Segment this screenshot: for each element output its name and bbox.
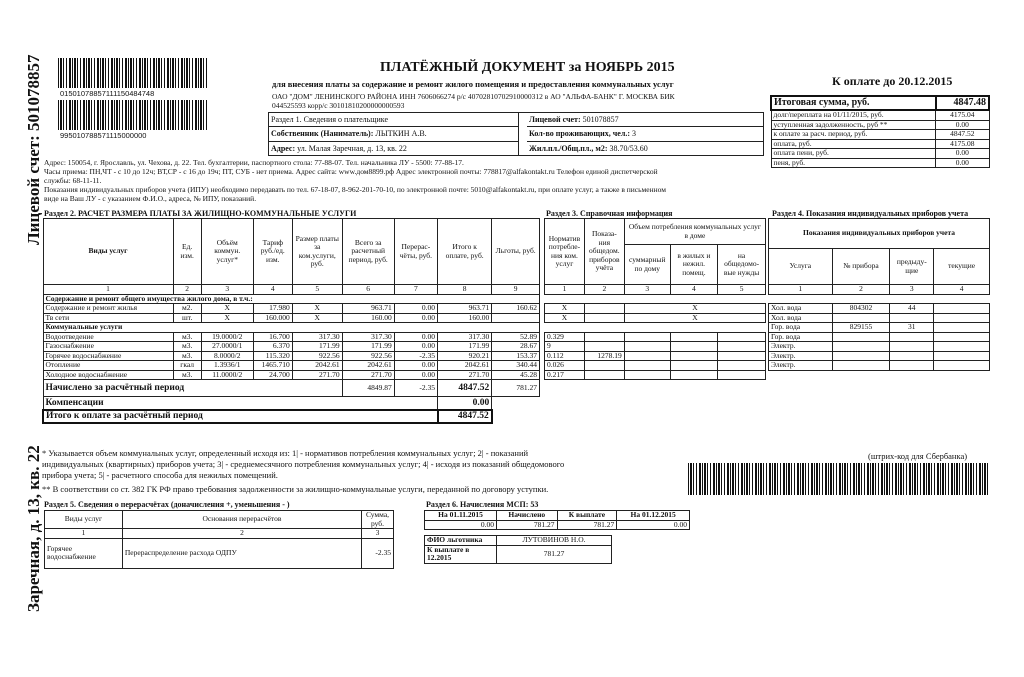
org-line-1: ОАО "ДОМ" ЛЕНИНСКОГО РАЙОНА ИНН 7606066274 р/с 40702810702910000312 в АО "АЛЬФА-БАНК" Г. МОСКВА БИК — [272, 92, 675, 101]
owner-row — [269, 127, 519, 142]
table-row — [769, 313, 990, 323]
cell: 115.320 — [253, 351, 292, 361]
cell: 317.30 — [438, 332, 492, 342]
cell: 0.00 — [394, 370, 437, 380]
cell-service: Газоснабжение — [43, 342, 173, 352]
summary-label: долг/переплата на 01/11/2015, руб. — [771, 110, 936, 120]
cell: X — [624, 304, 765, 314]
cell: 0.00 — [394, 361, 437, 371]
final-row — [43, 410, 540, 423]
summary-label: оплата пени, руб. — [771, 149, 936, 159]
table-row — [45, 538, 394, 568]
cell-service: Тв сети — [43, 313, 173, 323]
col-number: 1 — [545, 285, 585, 295]
table-row — [545, 361, 766, 371]
meter-table — [768, 218, 990, 371]
cell: 24.700 — [253, 370, 292, 380]
col-number-row — [43, 285, 540, 295]
info-line: виде на Ваш ЛУ - с указанием Ф.И.О., адреса, № ИПУ, показаний. — [44, 194, 257, 203]
col-number: 5 — [718, 285, 766, 295]
col-header: Ед. изм. — [173, 219, 201, 285]
org-line-2: 044525593 корр/с 30101810200000000593 — [272, 101, 405, 110]
cell: 781.27 — [557, 520, 617, 530]
account-row — [527, 113, 763, 127]
col-number: 1 — [45, 529, 123, 539]
cell-service: Холодное водоснабжение — [43, 370, 173, 380]
cell: 2042.61 — [292, 361, 342, 371]
col-number: 4 — [670, 285, 718, 295]
cell: 6.370 — [253, 342, 292, 352]
cell — [584, 304, 624, 314]
charged-recalc: -2.35 — [394, 380, 437, 397]
table-row — [545, 304, 766, 314]
col-header: Льготы, руб. — [492, 219, 540, 285]
cell: 171.99 — [438, 342, 492, 352]
table-row — [769, 342, 990, 352]
cell: Гор. вода — [769, 332, 833, 342]
page-subtitle: для внесения платы за содержание и ремонт жилого помещения и предоставления коммунальных услуг — [272, 79, 674, 89]
col-number: 2 — [122, 529, 361, 539]
col-number: 4 — [934, 285, 990, 295]
summary-label: оплата, руб. — [771, 139, 936, 149]
summary-label: уступленная задолженность, руб ** — [771, 120, 936, 130]
total-label: Итоговая сумма, руб. — [771, 96, 936, 110]
summary-label: пеня, руб. — [771, 158, 936, 168]
cell: Гор. вода — [769, 323, 833, 333]
meter-header: Услуга — [769, 249, 833, 285]
cell: X — [545, 304, 585, 314]
col-number-row — [545, 285, 766, 295]
col-header: Размер платы за ком.услуги, руб. — [292, 219, 342, 285]
section1-title: Раздел 1. Сведения о плательщике — [269, 113, 519, 127]
cell: 0.00 — [394, 313, 437, 323]
cell: 16.700 — [253, 332, 292, 342]
col-header: Виды услуг — [43, 219, 173, 285]
table-row — [769, 351, 990, 361]
charged-label: Начислено за расчётный период — [43, 380, 342, 397]
table-row — [43, 332, 540, 342]
cell: 0.00 — [394, 342, 437, 352]
cell: 44 — [890, 304, 934, 314]
summary-value: 4175.08 — [936, 139, 989, 149]
cell: X — [624, 313, 765, 323]
cell: -2.35 — [362, 538, 394, 568]
cell: 340.44 — [492, 361, 540, 371]
side-account: Лицевой счет: 501078857 — [24, 54, 43, 245]
fio-value: ЛУТОВИНОВ Н.О. — [497, 536, 612, 546]
footnote: индивидуальных (квартирных) приборов учета; 3| - среднемесячного потребления коммунальных услуг; 4| - исходя из показаний общедомового — [42, 459, 565, 469]
cell: 0.00 — [617, 520, 690, 530]
group-header: Содержание и ремонт общего имущества жилого дома, в т.ч.: — [43, 294, 540, 304]
cell: 171.99 — [292, 342, 342, 352]
table-row — [545, 370, 766, 380]
cell: 8.0000/2 — [201, 351, 253, 361]
charged-pay: 4847.52 — [438, 380, 492, 397]
cell: 271.70 — [342, 370, 394, 380]
cell: 1.3936/1 — [201, 361, 253, 371]
recalc-header: Сумма, руб. — [362, 511, 394, 529]
table-row — [769, 332, 990, 342]
footnote: ** В соответствии со ст. 382 ГК РФ право требования задолженности за жилищно-коммунальные услуги, переданной по договору уступки. — [42, 484, 549, 494]
summary-label: к оплате за расч. период, руб. — [771, 130, 936, 140]
table-row — [425, 520, 690, 530]
cell: X — [292, 313, 342, 323]
cell: м3. — [173, 332, 201, 342]
section5-title: Раздел 5. Сведения о перерасчётах (доначисления +, уменьшения - ) — [44, 500, 290, 509]
table-row — [43, 370, 540, 380]
cell: 920.21 — [438, 351, 492, 361]
col-number: 1 — [43, 285, 173, 295]
cell: 19.0000/2 — [201, 332, 253, 342]
section4-title: Раздел 4. Показания индивидуальных приборов учета — [772, 209, 969, 218]
col-header: Итого к оплате, руб. — [438, 219, 492, 285]
residents-row — [527, 127, 763, 142]
cell: 0.026 — [545, 361, 585, 371]
col-number-row — [769, 285, 990, 295]
msp-header: Начислено — [497, 511, 557, 521]
table-row — [43, 361, 540, 371]
cell: 2042.61 — [438, 361, 492, 371]
col-number: 7 — [394, 285, 437, 295]
owner-value: ЛЫТКИН А.В. — [375, 129, 427, 138]
col-header: Всего за расчетный период, руб. — [342, 219, 394, 285]
cell: Электр. — [769, 342, 833, 352]
summary-row — [771, 149, 989, 159]
cell-service: Отопление — [43, 361, 173, 371]
cell: 31 — [890, 323, 934, 333]
calc-table — [42, 218, 540, 424]
due-date: К оплате до 20.12.2015 — [832, 74, 953, 88]
cell — [584, 313, 624, 323]
charged-total: 4849.87 — [342, 380, 394, 397]
cell-service: Горячее водоснабжение — [43, 351, 173, 361]
cell: 804302 — [832, 304, 890, 314]
cell: 160.000 — [253, 313, 292, 323]
meter-header: предыду-щие — [890, 249, 934, 285]
info-line: Показания индивидуальных приборов учета (ИПУ) необходимо передавать по тел. 67-18-07, 8-962-201-70-10, по электронной почте: 5010@alfakontakt.ru, при оплате услуг, а также в письменном — [44, 185, 666, 194]
table-row — [43, 304, 540, 314]
cell: 0.329 — [545, 332, 585, 342]
ref-header: Объем потребления коммунальных услуг в доме — [624, 219, 765, 245]
area-row — [527, 142, 763, 156]
cell: 27.0000/1 — [201, 342, 253, 352]
col-number: 4 — [253, 285, 292, 295]
cell: Электр. — [769, 351, 833, 361]
meter-header: № прибора — [832, 249, 890, 285]
cell: 829155 — [832, 323, 890, 333]
msp-header: На 01.11.2015 — [425, 511, 497, 521]
summary-value: 0.00 — [936, 120, 989, 130]
account-value: 501078857 — [582, 115, 619, 124]
cell: 160.00 — [342, 313, 394, 323]
table-row — [769, 323, 990, 333]
cell: 28.67 — [492, 342, 540, 352]
pay-label: К выплате в 12.2015 — [425, 545, 497, 563]
col-number: 8 — [438, 285, 492, 295]
info-line: Адрес: 150054, г. Ярославль, ул. Чехова, д. 22. Тел. бухгалтерии, паспортного стола: 77-88-07. Тел. начальника ЛУ - 5500: 77-88-17. — [44, 158, 464, 167]
cell: 1278.19 — [584, 351, 624, 361]
residents-value: 3 — [632, 129, 636, 138]
barcode-top — [58, 58, 208, 88]
cell: 160.62 — [492, 304, 540, 314]
cell: 153.37 — [492, 351, 540, 361]
ref-header: Норматив потребле-ния ком. услуг — [545, 219, 585, 285]
col-number: 3 — [201, 285, 253, 295]
table-row — [43, 342, 540, 352]
cell: 52.89 — [492, 332, 540, 342]
recalc-header: Виды услуг — [45, 511, 123, 529]
reference-table — [544, 218, 766, 380]
page-title: ПЛАТЁЖНЫЙ ДОКУМЕНТ за НОЯБРЬ 2015 — [380, 60, 675, 75]
msp-header: На 01.12.2015 — [617, 511, 690, 521]
cell: 0.112 — [545, 351, 585, 361]
table-row — [545, 342, 766, 352]
cell: шт. — [173, 313, 201, 323]
summary-value: 4847.52 — [936, 130, 989, 140]
section1-box — [268, 112, 764, 156]
col-number: 1 — [769, 285, 833, 295]
cell-service: Водоотведение — [43, 332, 173, 342]
final-label: Итого к оплате за расчётный период — [43, 410, 438, 423]
table-row — [769, 304, 990, 314]
cell: 271.70 — [438, 370, 492, 380]
cell: 2042.61 — [342, 361, 394, 371]
cell: м2. — [173, 304, 201, 314]
col-number: 3 — [362, 529, 394, 539]
table-row — [545, 313, 766, 323]
col-number: 3 — [624, 285, 670, 295]
cell: 1465.710 — [253, 361, 292, 371]
table-row — [545, 351, 766, 361]
summary-value: 0.00 — [936, 149, 989, 159]
cell: 271.70 — [292, 370, 342, 380]
summary-row — [771, 158, 989, 168]
cell: гкал — [173, 361, 201, 371]
cell: 922.56 — [292, 351, 342, 361]
cell: X — [545, 313, 585, 323]
ref-header: суммарный по дому — [624, 245, 670, 285]
cell: 781.27 — [497, 520, 557, 530]
area-value: 38.70/53.60 — [609, 144, 648, 153]
footnote: * Указывается объем коммунальных услуг, определенный исходя из: 1| - нормативов потребления коммунальных услуг; 2| - показаний — [42, 448, 529, 458]
cell: 0.00 — [394, 304, 437, 314]
owner-label: Собственник (Наниматель): — [271, 129, 374, 138]
cell: 922.56 — [342, 351, 394, 361]
cell: Горячее водоснабжение — [45, 538, 123, 568]
cell-service: Содержание и ремонт жилья — [43, 304, 173, 314]
ref-header: на общедомо-вые нужды — [718, 245, 766, 285]
cell: 0.00 — [394, 332, 437, 342]
charged-benefit: 781.27 — [492, 380, 540, 397]
sber-label: (штрих-код для Сбербанка) — [868, 451, 968, 461]
msp-table — [424, 510, 690, 530]
footnote: прибора учета; 5| - расчетного способа для нежилых помещений. — [42, 470, 278, 480]
group-header: Коммунальные услуги — [43, 323, 540, 333]
address-label: Адрес: — [271, 144, 296, 153]
pay-value: 781.27 — [497, 545, 612, 563]
final-value: 4847.52 — [438, 410, 492, 423]
info-line: службы: 68-11-11. — [44, 176, 102, 185]
cell: Хол. вода — [769, 313, 833, 323]
barcode-bottom — [58, 100, 208, 130]
recalc-header: Основания перерасчётов — [122, 511, 361, 529]
beneficiary-table — [424, 535, 612, 564]
fio-label: ФИО льготника — [425, 536, 497, 546]
info-line: Часы приема: ПН,ЧТ - с 10 до 12ч; ВТ,СР - с 16 до 19ч; ПТ, СУБ - нет приема. Адрес сайта: www.дом8899.рф Адрес электронной почты: 778817@alfakontakt.ru Телефон единой диспетчерской — [44, 167, 658, 176]
cell — [492, 313, 540, 323]
cell: 963.71 — [342, 304, 394, 314]
cell: X — [201, 313, 253, 323]
col-header: Тариф руб./ед. изм. — [253, 219, 292, 285]
compensation-row — [43, 397, 540, 410]
summary-row — [771, 110, 989, 120]
cell: 0.217 — [545, 370, 585, 380]
col-header: Перерас-чёты, руб. — [394, 219, 437, 285]
meter-header: Показания индивидуальных приборов учета — [769, 219, 990, 249]
account-label: Лицевой счет: — [529, 115, 581, 124]
cell: X — [292, 304, 342, 314]
cell: м3. — [173, 342, 201, 352]
compensation-label: Компенсации — [43, 397, 438, 410]
summary-value: 0.00 — [936, 158, 989, 168]
cell: Перераспределение расхода ОДПУ — [122, 538, 361, 568]
col-number: 2 — [173, 285, 201, 295]
ref-header: в жилых и нежил. помещ. — [670, 245, 718, 285]
side-address: Заречная, д. 13, кв. 22 — [24, 445, 43, 612]
cell: 9 — [545, 342, 585, 352]
area-label: Жил.пл./Общ.пл., м2: — [529, 144, 608, 153]
total-value: 4847.48 — [936, 96, 989, 110]
col-number: 6 — [342, 285, 394, 295]
table-row — [545, 332, 766, 342]
cell: 317.30 — [342, 332, 394, 342]
col-header: Объём коммун. услуг* — [201, 219, 253, 285]
compensation-value: 0.00 — [438, 397, 492, 410]
cell: 963.71 — [438, 304, 492, 314]
cell: 317.30 — [292, 332, 342, 342]
cell: 0.00 — [425, 520, 497, 530]
cell: 45.28 — [492, 370, 540, 380]
cell: 11.0000/2 — [201, 370, 253, 380]
footnotes — [42, 448, 652, 495]
address-row — [269, 142, 519, 156]
section3-title: Раздел 3. Справочная информация — [546, 209, 673, 218]
col-number: 2 — [832, 285, 890, 295]
cell: м3. — [173, 370, 201, 380]
cell: 171.99 — [342, 342, 394, 352]
section6-title: Раздел 6. Начисления МСП: 53 — [426, 500, 539, 509]
charged-row — [43, 380, 540, 397]
col-number: 2 — [584, 285, 624, 295]
msp-header: К выплате — [557, 511, 617, 521]
barcode-top-number: 01501078857111150484748 — [60, 89, 155, 98]
address-value: ул. Малая Заречная, д. 13, кв. 22 — [297, 144, 407, 153]
section2-title: Раздел 2. РАСЧЕТ РАЗМЕРА ПЛАТЫ ЗА ЖИЛИЩНО-КОММУНАЛЬНЫЕ УСЛУГИ — [44, 209, 357, 218]
summary-row — [771, 130, 989, 140]
cell: X — [201, 304, 253, 314]
meter-header: текущие — [934, 249, 990, 285]
cell: 17.980 — [253, 304, 292, 314]
cell: Электр. — [769, 361, 833, 371]
cell: м3. — [173, 351, 201, 361]
col-number: 3 — [890, 285, 934, 295]
recalc-table — [44, 510, 394, 569]
cell: 160.00 — [438, 313, 492, 323]
cell: -2.35 — [394, 351, 437, 361]
residents-label: Кол-во проживающих, чел.: — [529, 129, 630, 138]
col-number: 9 — [492, 285, 540, 295]
summary-table — [770, 95, 990, 168]
col-number: 5 — [292, 285, 342, 295]
cell: Хол. вода — [769, 304, 833, 314]
summary-value: 4175.04 — [936, 110, 989, 120]
barcode-bottom-number: 995010788571115000000 — [60, 131, 147, 140]
table-row — [769, 361, 990, 371]
ref-header: Показа-ния общедом. приборов учёта — [584, 219, 624, 285]
sber-barcode — [688, 463, 988, 495]
